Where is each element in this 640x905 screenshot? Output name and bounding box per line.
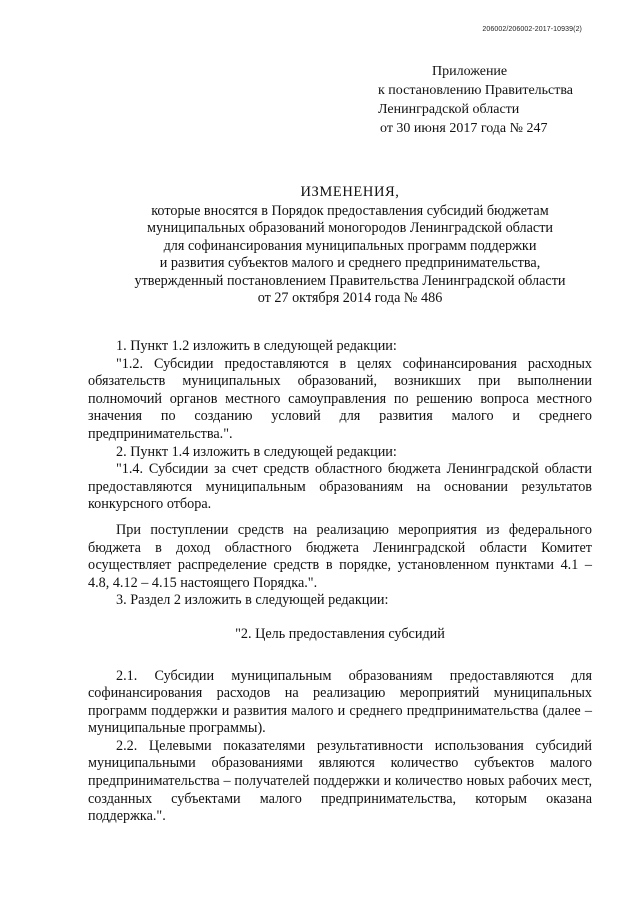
title-line: муниципальных образований моногородов Ленинградской области bbox=[146, 220, 554, 236]
paragraph-2-1: 2.1. Субсидии муниципальным образованиям предоставляются для софинансирования расходов на реализацию мероприятий муниципальных программ поддержки и развития малого и среднего предпринимательства (далее – муниципальные программы). bbox=[88, 667, 592, 737]
title-line: от 27 октября 2014 года № 486 bbox=[257, 290, 443, 306]
document-body bbox=[88, 338, 592, 826]
paragraph-item-1: 1. Пункт 1.2 изложить в следующей редакции: bbox=[116, 338, 397, 354]
document-title bbox=[80, 184, 620, 308]
document-stamp: 206002/206002-2017-10939(2) bbox=[482, 26, 582, 33]
title-line: для софинансирования муниципальных программ поддержки bbox=[163, 237, 537, 254]
appendix-line-2: Ленинградской области bbox=[378, 102, 520, 117]
paragraph-1-4: "1.4. Субсидии за счет средств областного бюджета Ленинградской области предоставляются муниципальным образованиям на основании результатов конкурсного отбора. bbox=[88, 461, 592, 513]
paragraph-1-2: "1.2. Субсидии предоставляются в целях софинансирования расходных обязательств муниципальных образований, возникших при выполнении полномочий органов местного самоуправления по решению вопроса местного значения по созданию условий для развития малого и среднего предпринимательства.". bbox=[88, 355, 592, 442]
appendix-line-3: от 30 июня 2017 года № 247 bbox=[380, 121, 548, 136]
paragraph-2-2: 2.2. Целевыми показателями результативности использования субсидий муниципальными образованиями являются количество субъектов малого предпринимательства – получателей поддержки и количество новых рабочих мест, созданных субъектами малого предпринимательства, которым оказана поддержка.". bbox=[88, 737, 592, 825]
paragraph-federal-funds: При поступлении средств на реализацию мероприятия из федерального бюджета в доход областного бюджета Ленинградской области Комитет осуществляет распределение средств в порядке, установленном пунктами 4.1 – 4.8, 4.12 – 4.15 настоящего Порядка.". bbox=[88, 521, 592, 591]
paragraph-item-3: 3. Раздел 2 изложить в следующей редакции: bbox=[116, 592, 389, 609]
section-title: "2. Цель предоставления субсидий bbox=[235, 625, 445, 642]
title-line: которые вносятся в Порядок предоставления субсидий бюджетам bbox=[151, 202, 549, 219]
appendix-block bbox=[378, 62, 618, 138]
title-line: утвержденный постановлением Правительства Ленинградской области bbox=[134, 272, 566, 289]
title-heading: ИЗМЕНЕНИЯ, bbox=[300, 184, 400, 200]
paragraph-item-2: 2. Пункт 1.4 изложить в следующей редакции: bbox=[116, 443, 397, 460]
appendix-heading: Приложение bbox=[432, 64, 508, 79]
title-line: и развития субъектов малого и среднего предпринимательства, bbox=[159, 255, 541, 271]
appendix-line-1: к постановлению Правительства bbox=[378, 83, 574, 98]
